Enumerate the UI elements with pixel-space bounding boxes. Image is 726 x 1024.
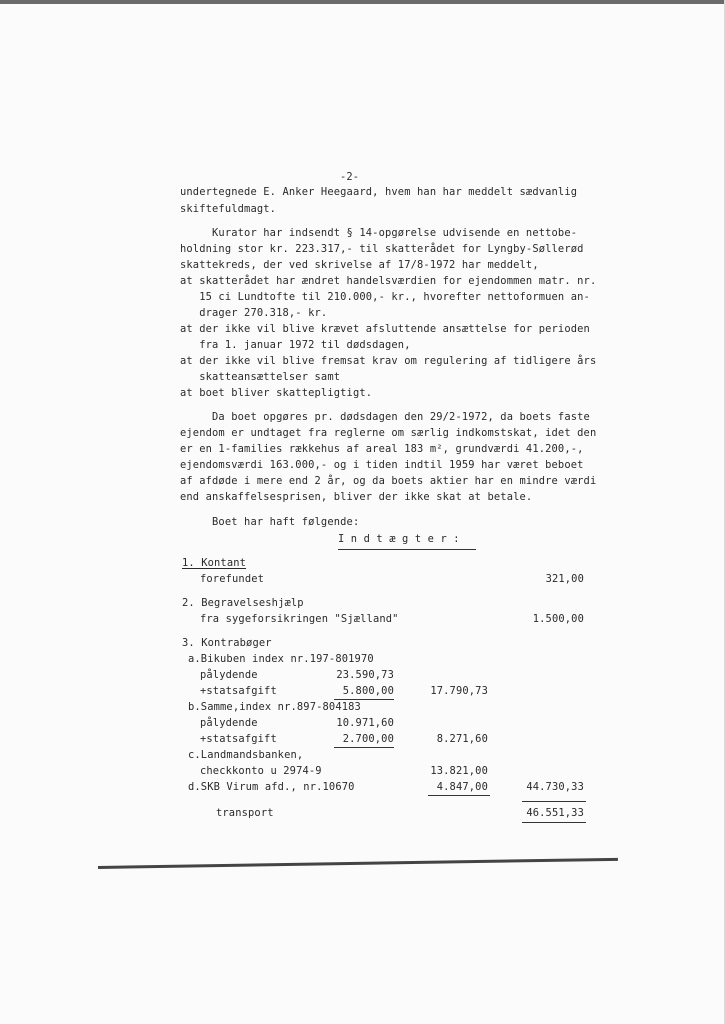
scan-artifact-line (98, 858, 618, 869)
item-3a-statsafgift-amount: 5.800,00 (342, 685, 394, 697)
item-3b-statsafgift: +statsafgift (200, 733, 277, 745)
transport-label: transport (216, 807, 274, 819)
text-line: at der ikke vil blive fremsat krav om regulering af tidligere års (180, 355, 597, 367)
item-3b-paalydende-amount: 10.971,60 (336, 717, 394, 729)
item-3b-paalydende: pålydende (200, 717, 258, 729)
item-1-sub: forefundet (200, 573, 265, 585)
text-line: drager 270.318,- kr. (180, 307, 328, 319)
income-heading: I n d t æ g t e r : (338, 533, 460, 545)
text-line: skiftefuldmagt. (180, 203, 277, 215)
text-line: Kurator har indsendt § 14-opgørelse udvisende en nettobe- (180, 227, 578, 239)
subtotal-underline (428, 795, 490, 796)
item-3d-label: d.SKB Virum afd., nr.10670 (188, 781, 355, 793)
scan-top-edge (0, 0, 726, 4)
text-line: 15 ci Lundtofte til 210.000,- kr., hvorefter nettoformuen an- (180, 291, 590, 303)
item-3c-sub: checkkonto u 2974-9 (200, 765, 322, 777)
item-2-amount: 1.500,00 (532, 613, 584, 625)
item-3a-paalydende: pålydende (200, 669, 258, 681)
text-line: at boet bliver skattepligtigt. (180, 387, 373, 399)
text-line: ejendom er undtaget fra reglerne om særlig indkomstskat, idet den (180, 427, 597, 439)
item-1-title: 1. Kontant (182, 557, 247, 569)
item-3b-statsafgift-amount: 2.700,00 (342, 733, 394, 745)
item-1-amount: 321,00 (545, 573, 584, 585)
text-line: er en 1-families rækkehus af areal 183 m², grundværdi 41.200,-, (180, 443, 584, 455)
item-2-sub: fra sygeforsikringen "Sjælland" (200, 613, 399, 625)
item-3a-paalydende-amount: 23.590,73 (336, 669, 394, 681)
item-3d-total: 4.847,00 (436, 781, 488, 793)
text-line: end anskaffelsesprisen, bliver der ikke skat at betale. (180, 491, 533, 503)
subtotal-underline (334, 699, 394, 700)
item-3b-label: b.Samme,index nr.897-804183 (188, 701, 361, 713)
transport-underline (522, 822, 586, 823)
item-3b-total: 8.271,60 (436, 733, 488, 745)
text-line: skattekreds, der ved skrivelse af 17/8-1972 har meddelt, (180, 259, 539, 271)
total-rule (522, 801, 586, 802)
text-line: at skatterådet har ændret handelsværdien for ejendommen matr. nr. (180, 275, 597, 287)
text-line: fra 1. januar 1972 til dødsdagen, (180, 339, 411, 351)
text-line: af afdøde i mere end 2 år, og da boets aktier har en mindre værdi (180, 475, 597, 487)
text-line: ejendomsværdi 163.000,- og i tiden indtil 1959 har været beboet (180, 459, 584, 471)
heading-underline (338, 549, 476, 550)
item-3-title: 3. Kontrabøger (182, 637, 272, 649)
subtotal-underline (334, 747, 394, 748)
item-3c-total: 13.821,00 (430, 765, 488, 777)
text-line: Da boet opgøres pr. dødsdagen den 29/2-1972, da boets faste (180, 411, 590, 423)
text-line: holdning stor kr. 223.317,- til skatterådet for Lyngby-Søllerød (180, 243, 584, 255)
intro-line: Boet har haft følgende: (180, 516, 360, 528)
item-3-amount: 44.730,33 (526, 781, 584, 793)
item-3a-label: a.Bikuben index nr.197-801970 (188, 653, 374, 665)
text-line: at der ikke vil blive krævet afsluttende ansættelse for perioden (180, 323, 590, 335)
item-3c-label: c.Landmandsbanken, (188, 749, 304, 761)
item-2-title: 2. Begravelseshjælp (182, 597, 304, 609)
text-line: skatteansættelser samt (180, 371, 341, 383)
transport-amount: 46.551,33 (526, 807, 584, 819)
text-line: undertegnede E. Anker Heegaard, hvem han har meddelt sædvanlig (180, 186, 578, 198)
item-3a-total: 17.790,73 (430, 685, 488, 697)
page-number: -2- (340, 171, 360, 183)
item-3a-statsafgift: +statsafgift (200, 685, 277, 697)
